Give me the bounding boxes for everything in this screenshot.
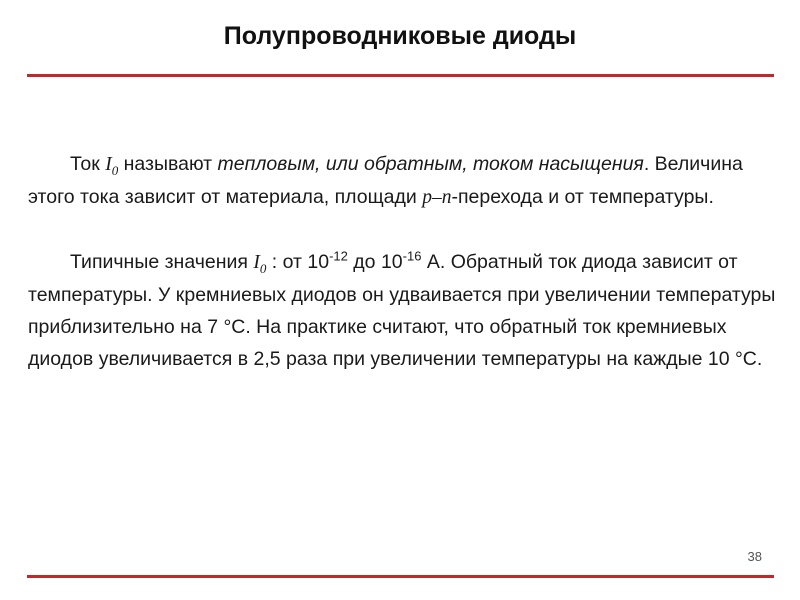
- exponent: -12: [329, 248, 348, 264]
- italic-term: тепловым, или обратным, током насыщения: [217, 153, 644, 175]
- pn-junction-symbol: p–n: [422, 187, 452, 208]
- text-segment: . Величина этого тока зависит от материала, площади: [28, 153, 743, 208]
- bottom-divider: [27, 575, 774, 578]
- paragraph-thermal-current: [28, 148, 778, 214]
- slide-title: Полупроводниковые диоды: [223, 22, 577, 50]
- current-symbol: I: [105, 154, 112, 175]
- text-segment: Ток: [70, 153, 106, 175]
- page-number: 38: [747, 549, 762, 564]
- text-segment: Типичные значения: [70, 251, 254, 273]
- current-subscript: 0: [111, 162, 119, 178]
- current-subscript: 0: [259, 260, 267, 276]
- text-segment: -перехода и от температуры.: [451, 186, 714, 208]
- exponent: -16: [402, 248, 422, 264]
- paragraph-typical-values: [28, 246, 778, 375]
- top-divider: [27, 74, 774, 77]
- text-segment: до 10: [347, 251, 403, 273]
- text-segment: А. Обратный ток диода зависит от температуры. У кремниевых диодов он удваивается при увеличении температуры приблизительно на 7 °С. На практике считают, что обратный ток кремниевых диодов увеличивается в 2,5 раза при увеличении температуры на каждые 10 °С.: [28, 251, 776, 370]
- text-segment: называют: [118, 153, 218, 175]
- slide-body: [28, 148, 778, 375]
- current-symbol: I: [253, 252, 260, 273]
- text-segment: : от 10: [266, 251, 330, 273]
